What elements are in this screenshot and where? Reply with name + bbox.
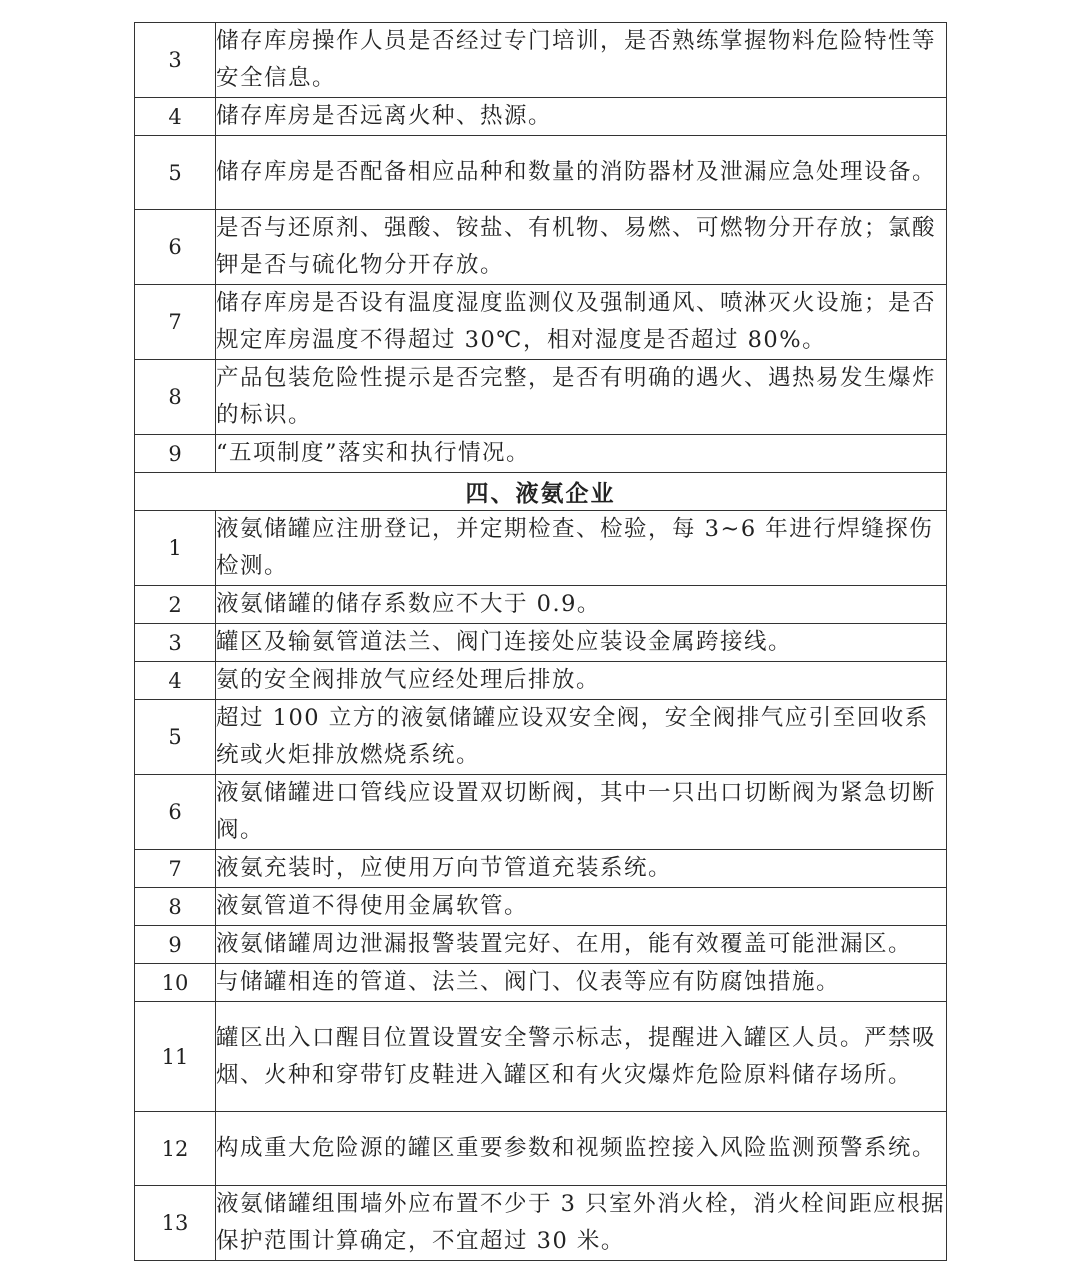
item-number: 12 [135,1112,216,1186]
item-text: 储存库房是否远离火种、热源。 [216,98,947,136]
table-row [135,700,947,775]
item-text: 是否与还原剂、强酸、铵盐、有机物、易燃、可燃物分开存放；氯酸钾是否与硫化物分开存放。 [216,210,947,285]
item-text: 超过 100 立方的液氨储罐应设双安全阀，安全阀排气应引至回收系统或火炬排放燃烧系统。 [216,700,947,775]
table-row [135,360,947,435]
item-number: 7 [135,285,216,360]
item-text: “五项制度”落实和执行情况。 [216,435,947,473]
item-number: 6 [135,210,216,285]
table-row [135,98,947,136]
item-text: 与储罐相连的管道、法兰、阀门、仪表等应有防腐蚀措施。 [216,964,947,1002]
item-text: 储存库房操作人员是否经过专门培训，是否熟练掌握物料危险特性等安全信息。 [216,23,947,98]
section-heading: 四、液氨企业 [135,473,947,511]
item-text: 罐区出入口醒目位置设置安全警示标志，提醒进入罐区人员。严禁吸烟、火种和穿带钉皮鞋进入罐区和有火灾爆炸危险原料储存场所。 [216,1002,947,1112]
item-text: 液氨储罐进口管线应设置双切断阀，其中一只出口切断阀为紧急切断阀。 [216,775,947,850]
table-row [135,1186,947,1261]
table-row [135,23,947,98]
item-number: 5 [135,136,216,210]
item-number: 11 [135,1002,216,1112]
item-number: 13 [135,1186,216,1261]
item-number: 9 [135,435,216,473]
table-row [135,850,947,888]
table-row [135,586,947,624]
section-row [135,473,947,511]
table-row [135,210,947,285]
table-row [135,775,947,850]
item-number: 4 [135,98,216,136]
item-text: 液氨储罐的储存系数应不大于 0.9。 [216,586,947,624]
item-text: 液氨储罐组围墙外应布置不少于 3 只室外消火栓，消火栓间距应根据保护范围计算确定，不宜超过 30 米。 [216,1186,947,1261]
item-text: 储存库房是否设有温度湿度监测仪及强制通风、喷淋灭火设施；是否规定库房温度不得超过 30℃，相对湿度是否超过 80%。 [216,285,947,360]
table-row [135,1002,947,1112]
table-row [135,1112,947,1186]
table-row [135,511,947,586]
item-number: 5 [135,700,216,775]
item-text: 产品包装危险性提示是否完整，是否有明确的遇火、遇热易发生爆炸的标识。 [216,360,947,435]
item-number: 1 [135,511,216,586]
item-number: 7 [135,850,216,888]
item-text: 液氨储罐应注册登记，并定期检查、检验，每 3~6 年进行焊缝探伤检测。 [216,511,947,586]
item-number: 8 [135,888,216,926]
item-text: 氨的安全阀排放气应经处理后排放。 [216,662,947,700]
item-number: 3 [135,624,216,662]
item-number: 10 [135,964,216,1002]
item-text: 液氨管道不得使用金属软管。 [216,888,947,926]
item-number: 6 [135,775,216,850]
table-row [135,964,947,1002]
item-text: 构成重大危险源的罐区重要参数和视频监控接入风险监测预警系统。 [216,1112,947,1186]
item-number: 8 [135,360,216,435]
item-text: 储存库房是否配备相应品种和数量的消防器材及泄漏应急处理设备。 [216,136,947,210]
table-row [135,435,947,473]
table-row [135,888,947,926]
table-row [135,136,947,210]
table-row [135,285,947,360]
item-text: 罐区及输氨管道法兰、阀门连接处应装设金属跨接线。 [216,624,947,662]
item-number: 2 [135,586,216,624]
item-number: 4 [135,662,216,700]
item-text: 液氨充装时，应使用万向节管道充装系统。 [216,850,947,888]
checklist-table [134,22,947,1261]
table-row [135,662,947,700]
table-row [135,624,947,662]
item-number: 3 [135,23,216,98]
table-row [135,926,947,964]
item-text: 液氨储罐周边泄漏报警装置完好、在用，能有效覆盖可能泄漏区。 [216,926,947,964]
item-number: 9 [135,926,216,964]
